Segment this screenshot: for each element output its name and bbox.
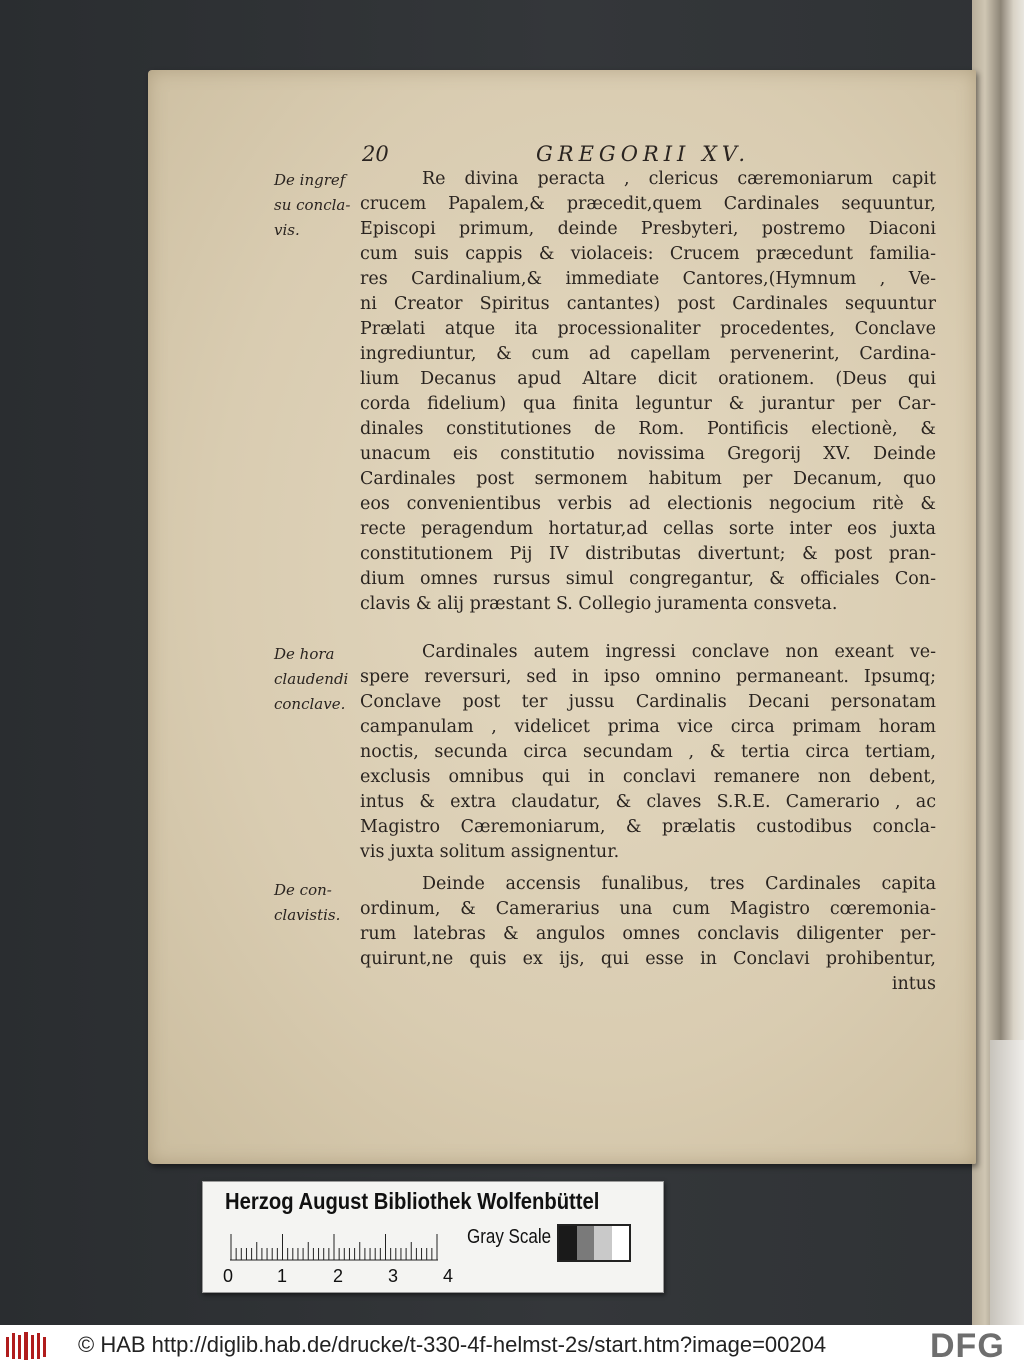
marginal-line: De ingref xyxy=(274,171,346,189)
text-line: rum latebras & angulos omnes conclavis diligenter per- xyxy=(360,924,936,944)
ruler-number: 4 xyxy=(443,1266,454,1286)
paragraph-3 xyxy=(360,872,936,997)
book-page xyxy=(148,70,976,1164)
text-line: dium omnes rursus simul congregantur, & officiales Con- xyxy=(360,569,936,589)
marginal-line: su concla- xyxy=(274,196,351,214)
marginal-line: vis. xyxy=(274,221,300,239)
text-line: spere reversuri, sed in ipso omnino permaneant. Ipsumq; xyxy=(360,667,936,687)
ruler-scale xyxy=(229,1232,439,1262)
text-line: Cardinales post sermonem habitum per Decanum, quo xyxy=(360,469,936,489)
marginal-line: clavistis. xyxy=(274,906,341,924)
text-line: eos convenientibus verbis ad electionis negocium ritè & xyxy=(360,494,936,514)
text-line: ni Creator Spiritus cantantes) post Cardinales sequuntur xyxy=(360,294,936,314)
marginal-note-2 xyxy=(274,642,374,717)
marginal-line: De con- xyxy=(274,881,332,899)
gray-swatch xyxy=(612,1226,630,1260)
text-line: cum suis cappis & violaceis: Crucem præcedunt familia- xyxy=(360,244,936,264)
dfg-logo: DFG xyxy=(930,1327,1005,1365)
text-line: dinales constitutiones de Rom. Pontificis electionè, & xyxy=(360,419,936,439)
ruler-number: 1 xyxy=(277,1266,288,1286)
text-line: campanulam , videlicet prima vice circa primam horam xyxy=(360,717,936,737)
text-line: vis juxta solitum assignentur. xyxy=(360,842,620,862)
running-title: GREGORII XV. xyxy=(536,142,751,166)
text-line: Conclave post ter jussu Cardinalis Decani personatam xyxy=(360,692,936,712)
gray-swatch xyxy=(577,1226,595,1260)
marginal-line: conclave. xyxy=(274,695,346,713)
gray-scale-label: Gray Scale xyxy=(467,1226,552,1248)
paragraph-1 xyxy=(360,167,936,617)
marginal-line: claudendi xyxy=(274,670,349,688)
text-line: unacum eis constitutio novissima Gregorij XV. Deinde xyxy=(360,444,936,464)
text-line: ingrediuntur, & cum ad capellam pervenerint, Cardina- xyxy=(360,344,936,364)
text-line: noctis, secunda circa secundam , & tertia circa tertiam, xyxy=(360,742,936,762)
page-number: 20 xyxy=(362,142,389,166)
marginal-note-1 xyxy=(274,168,374,243)
ruler-number: 0 xyxy=(223,1266,234,1286)
gray-swatches xyxy=(557,1224,631,1262)
text-line: lium Decanus apud Altare dicit orationem. (Deus qui xyxy=(360,369,936,389)
ruler-number: 2 xyxy=(333,1266,344,1286)
text-line: recte peragendum hortatur,ad cellas sorte inter eos juxta xyxy=(360,519,936,539)
marginal-line: De hora xyxy=(274,645,335,663)
library-logo xyxy=(4,1331,48,1361)
gray-swatch xyxy=(559,1226,577,1260)
text-line: clavis & alij præstant S. Collegio juramenta consveta. xyxy=(360,594,838,614)
binding-shadow xyxy=(990,1040,1024,1325)
marginal-note-3 xyxy=(274,878,374,928)
text-line: crucem Papalem,& præcedit,quem Cardinales sequuntur, xyxy=(360,194,936,214)
text-line: res Cardinalium,& immediate Cantores,(Hymnum , Ve- xyxy=(360,269,936,289)
ruler-number: 3 xyxy=(388,1266,399,1286)
text-line: corda fidelium) qua finita leguntur & jurantur per Car- xyxy=(360,394,936,414)
text-line: Prælati atque ita processionaliter procedentes, Conclave xyxy=(360,319,936,339)
ruler-numbers xyxy=(223,1266,453,1286)
gray-swatch xyxy=(594,1226,612,1260)
text-line: Re divina peracta , clericus cæremoniarum capit xyxy=(422,169,936,189)
text-line: constitutionem Pij IV distributas divertunt; & post pran- xyxy=(360,544,936,564)
text-line: exclusis omnibus qui in conclavi remanere non debent, xyxy=(360,767,936,787)
text-line: Magistro Cæremoniarum, & prælatis custodibus concla- xyxy=(360,817,936,837)
color-scale-card xyxy=(202,1181,664,1293)
card-title: Herzog August Bibliothek Wolfenbüttel xyxy=(225,1188,600,1214)
text-line: Episcopi primum, deinde Presbyteri, postremo Diaconi xyxy=(360,219,936,239)
text-line: Deinde accensis funalibus, tres Cardinales capita xyxy=(422,874,936,894)
text-line: quirunt,ne quis ex ijs, qui esse in Conclavi prohibentur, xyxy=(360,949,936,969)
catchword: intus xyxy=(891,974,936,994)
text-line: Cardinales autem ingressi conclave non exeant ve- xyxy=(422,642,936,662)
copyright-url[interactable]: © HAB http://diglib.hab.de/drucke/t-330-4f-helmst-2s/start.htm?image=00204 xyxy=(78,1332,827,1357)
paragraph-2 xyxy=(360,640,936,865)
text-line: ordinum, & Camerarius una cum Magistro cœremonia- xyxy=(360,899,936,919)
footer-bar xyxy=(0,1325,1024,1367)
text-line: intus & extra claudatur, & claves S.R.E. Camerario , ac xyxy=(360,792,936,812)
